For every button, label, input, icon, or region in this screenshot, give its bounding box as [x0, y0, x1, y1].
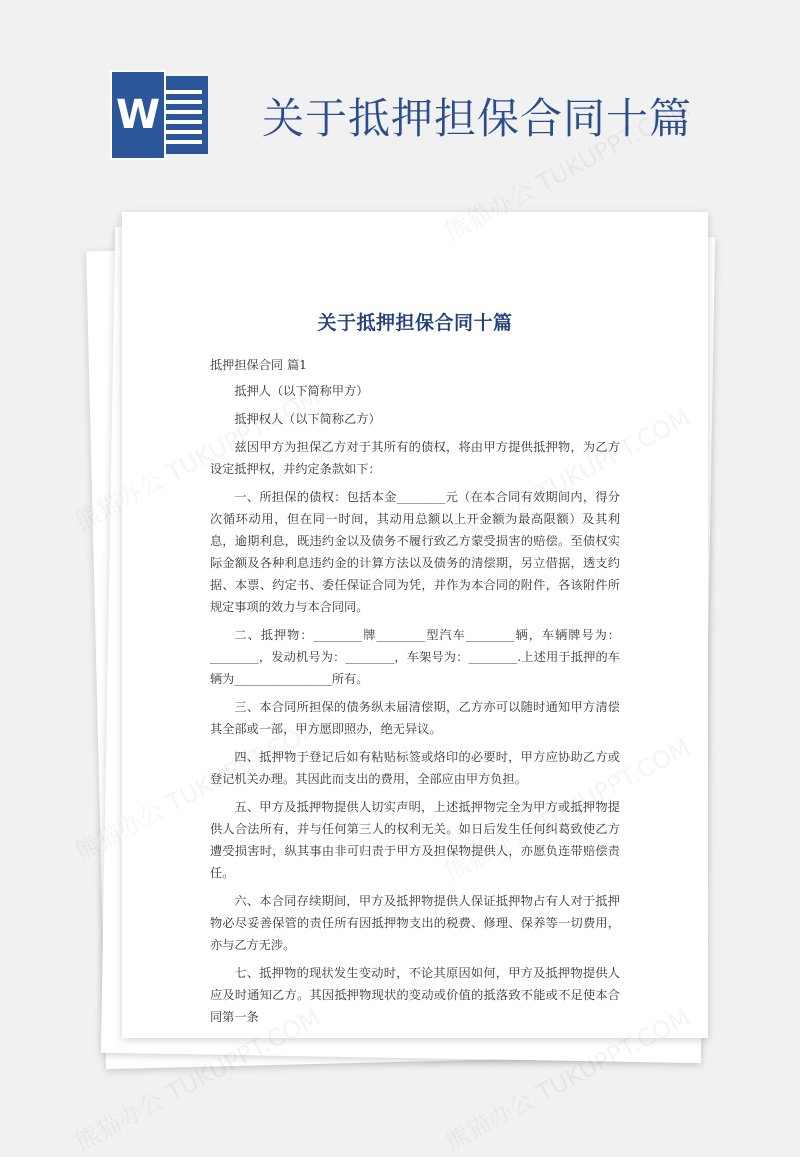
- document-body: [210, 354, 620, 1034]
- document-page: [122, 212, 708, 1038]
- page-header: [0, 0, 800, 200]
- paragraph: 抵押人（以下简称甲方）: [234, 384, 369, 398]
- paragraph: 一、所担保的债权：包括本金________元（在本合同有效期间内，得分次循环动用，但在同一时间，其动用总额以上开金额为最高限额）及其利息，逾期利息，既违约金以及债务不履行致乙方蒙受损害的赔偿。至债权实际金额及各种利息违约金的计算方法以及债务的清偿期，另立借据，透支约据、本票、约定书、委任保证合同为凭，并作为本合同的附件，各该附件所规定事项的效力与本合同同。: [210, 490, 620, 614]
- word-letter-badge: W: [110, 70, 166, 160]
- document-title: 关于抵押担保合同十篇: [317, 312, 513, 334]
- paragraph: 兹因甲方为担保乙方对于其所有的债权，将由甲方提供抵押物，为乙方设定抵押权，并约定条款如下：: [210, 440, 620, 476]
- paragraph: 二、抵押物：________牌________型汽车________辆，车辆牌号为：________，发动机号为：________，车架号为：________.上述用于抵押的车辆为________________所有。: [210, 628, 620, 686]
- paragraph: 四、抵押物于登记后如有粘贴标签或烙印的必要时，甲方应协助乙方或登记机关办理。其因此而支出的费用，全部应由甲方负担。: [210, 750, 620, 786]
- paragraph: 五、甲方及抵押物提供人切实声明，上述抵押物完全为甲方或抵押物提供人合法所有，并与任何第三人的权利无关。如日后发生任何纠葛致使乙方遭受损害时，纵其事由非可归责于甲方及担保物提供人，亦愿负连带赔偿责任。: [210, 800, 620, 880]
- word-document-icon: [110, 70, 208, 160]
- header-title: 关于抵押担保合同十篇: [262, 94, 693, 143]
- paragraph: 三、本合同所担保的债务纵未届清偿期，乙方亦可以随时通知甲方清偿其全部或一部，甲方愿即照办，绝无异议。: [210, 700, 620, 736]
- section-heading: 抵押担保合同 篇1: [210, 358, 307, 372]
- paragraph: 六、本合同存续期间，甲方及抵押物提供人保证抵押物占有人对于抵押物必尽妥善保管的责任所有因抵押物支出的税费、修理、保养等一切费用，亦与乙方无涉。: [210, 894, 620, 952]
- paragraph: 七、抵押物的现状发生变动时，不论其原因如何，甲方及抵押物提供人应及时通知乙方。其因抵押物现状的变动或价值的抵落致不能或不足使本合同第一条: [210, 966, 620, 1024]
- paragraph: 抵押权人（以下简称乙方）: [234, 412, 381, 426]
